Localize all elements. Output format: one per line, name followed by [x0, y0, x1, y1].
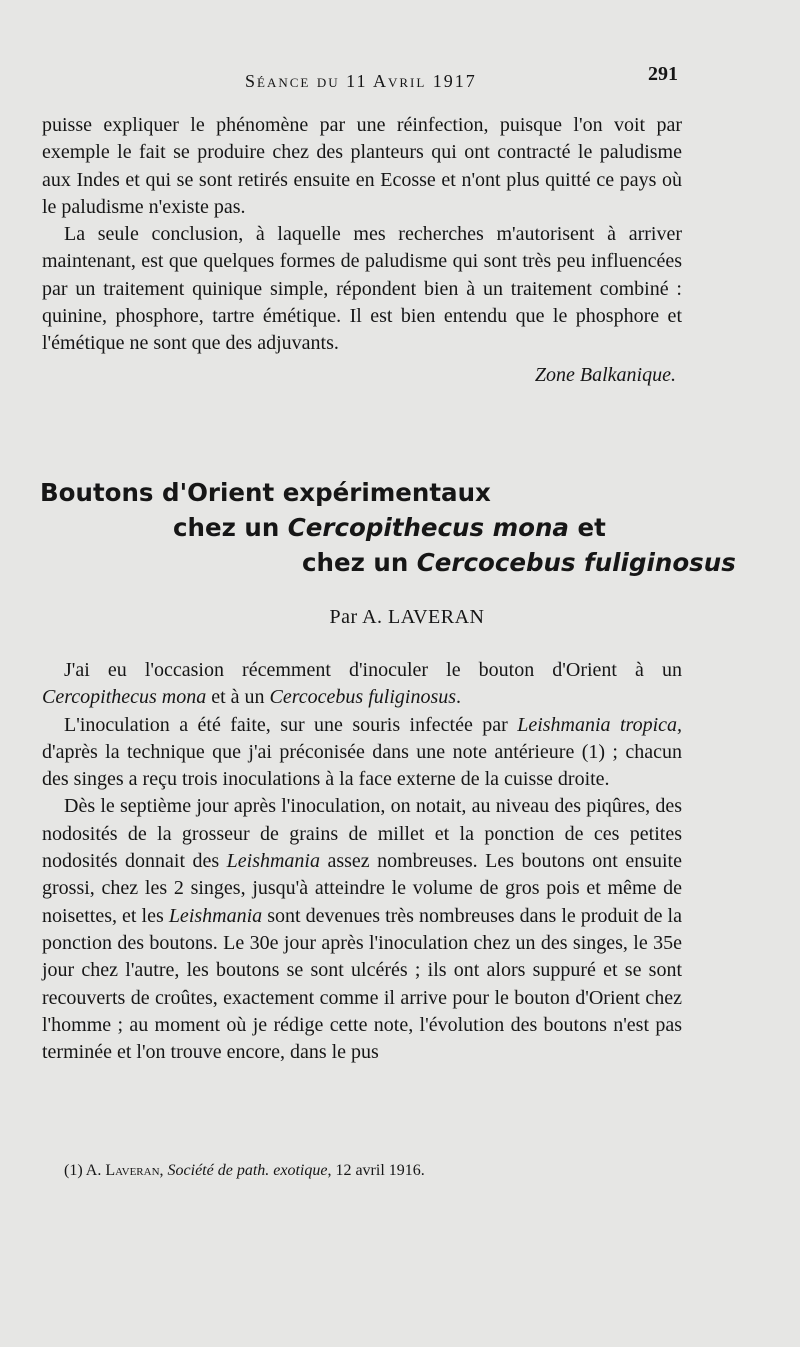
running-head: Séance du 11 Avril 1917	[245, 71, 477, 91]
text-run: assez nombreuses. Les boutons ont ensuite grossi, chez les 2 singes, jusqu'à atteindre le volume de gros pois et même de noisettes, et les	[42, 850, 682, 927]
title-line-3	[40, 545, 736, 580]
species-name: Leishmania tropica,	[517, 713, 683, 736]
article-title	[40, 475, 736, 580]
paragraph	[42, 793, 682, 1066]
title-line-1: Boutons d'Orient expérimentaux	[40, 478, 491, 507]
species-name: Cercocebus fuliginosus	[269, 686, 457, 709]
previous-article-text	[42, 112, 682, 389]
text-run: sont devenues très nombreuses dans le produit de la ponction des boutons. Le 30e jour après l'inoculation chez un des singes, le 35e jour chez l'autre, les boutons se sont ulcérés ; ils ont alors suppuré et se sont recouverts de croûtes, exactement comme il arrive pour le bouton d'Orient chez l'homme ; au moment où je rédige cette note, l'évolution des boutons n'est pas terminée et l'on trouve encore, dans le pus	[42, 904, 682, 1064]
title-text: et	[568, 513, 606, 542]
title-line-2	[40, 510, 700, 545]
species-name: Leishmania	[226, 850, 320, 873]
title-text: chez un	[173, 513, 288, 542]
text-run: d'après la technique que j'ai préconisée dans une note antérieure (1) ; chacun des singes a reçu trois inoculations à la face externe de la cuisse droite.	[42, 740, 682, 791]
article-body	[42, 657, 682, 1066]
title-text: chez un	[302, 548, 417, 577]
footnote-journal: Société de path. exotique	[167, 1162, 328, 1179]
text-run: Dès le septième jour après l'inoculation, on notait, au niveau des piqûres, des nodosités de la grosseur de grains de millet et la ponction de ces petites nodosités donnait des	[42, 795, 682, 873]
text-run: L'inoculation a été faite, sur une souris infectée par	[64, 713, 518, 736]
footnote-author: Laveran	[105, 1162, 160, 1179]
text-run: J'ai eu l'occasion récemment d'inoculer le bouton d'Orient à un	[64, 659, 682, 681]
page-header	[0, 63, 800, 93]
species-name: Leishmania	[168, 904, 263, 927]
text-run: .	[456, 686, 462, 709]
paragraph	[42, 657, 682, 712]
footnote-date: , 12 avril 1916.	[327, 1162, 425, 1179]
text-run: ,	[159, 1162, 168, 1179]
article-author: Par A. LAVERAN	[329, 606, 485, 628]
species-name: Cercopithecus mona	[42, 686, 207, 709]
signature: Zone Balkanique.	[534, 363, 676, 386]
title-species: Cercopithecus mona	[287, 513, 569, 542]
title-species: Cercocebus fuliginosus	[416, 548, 736, 577]
paragraph: La seule conclusion, à laquelle mes recherches m'autorisent à arriver maintenant, est que quelques formes de paludisme qui sont très peu influencées par un traitement quinique simple, répondent bien à un traitement combiné : quinine, phosphore, tartre émétique. Il est bien entendu que le phosphore et l'émétique ne sont que des adjuvants.	[42, 223, 682, 355]
paragraph	[42, 712, 682, 794]
paragraph: puisse expliquer le phénomène par une réinfection, puisque l'on voit par exemple le fait se produire chez des planteurs qui ont contracté le paludisme aux Indes et qui se sont retirés ensuite en Ecosse et n'ont plus quitté ce pays où le paludisme n'existe pas.	[42, 114, 682, 218]
footnote-marker: (1) A.	[64, 1162, 106, 1179]
text-run: et à un	[206, 686, 270, 709]
page-number: 291	[648, 63, 678, 85]
footnote	[64, 1162, 684, 1180]
